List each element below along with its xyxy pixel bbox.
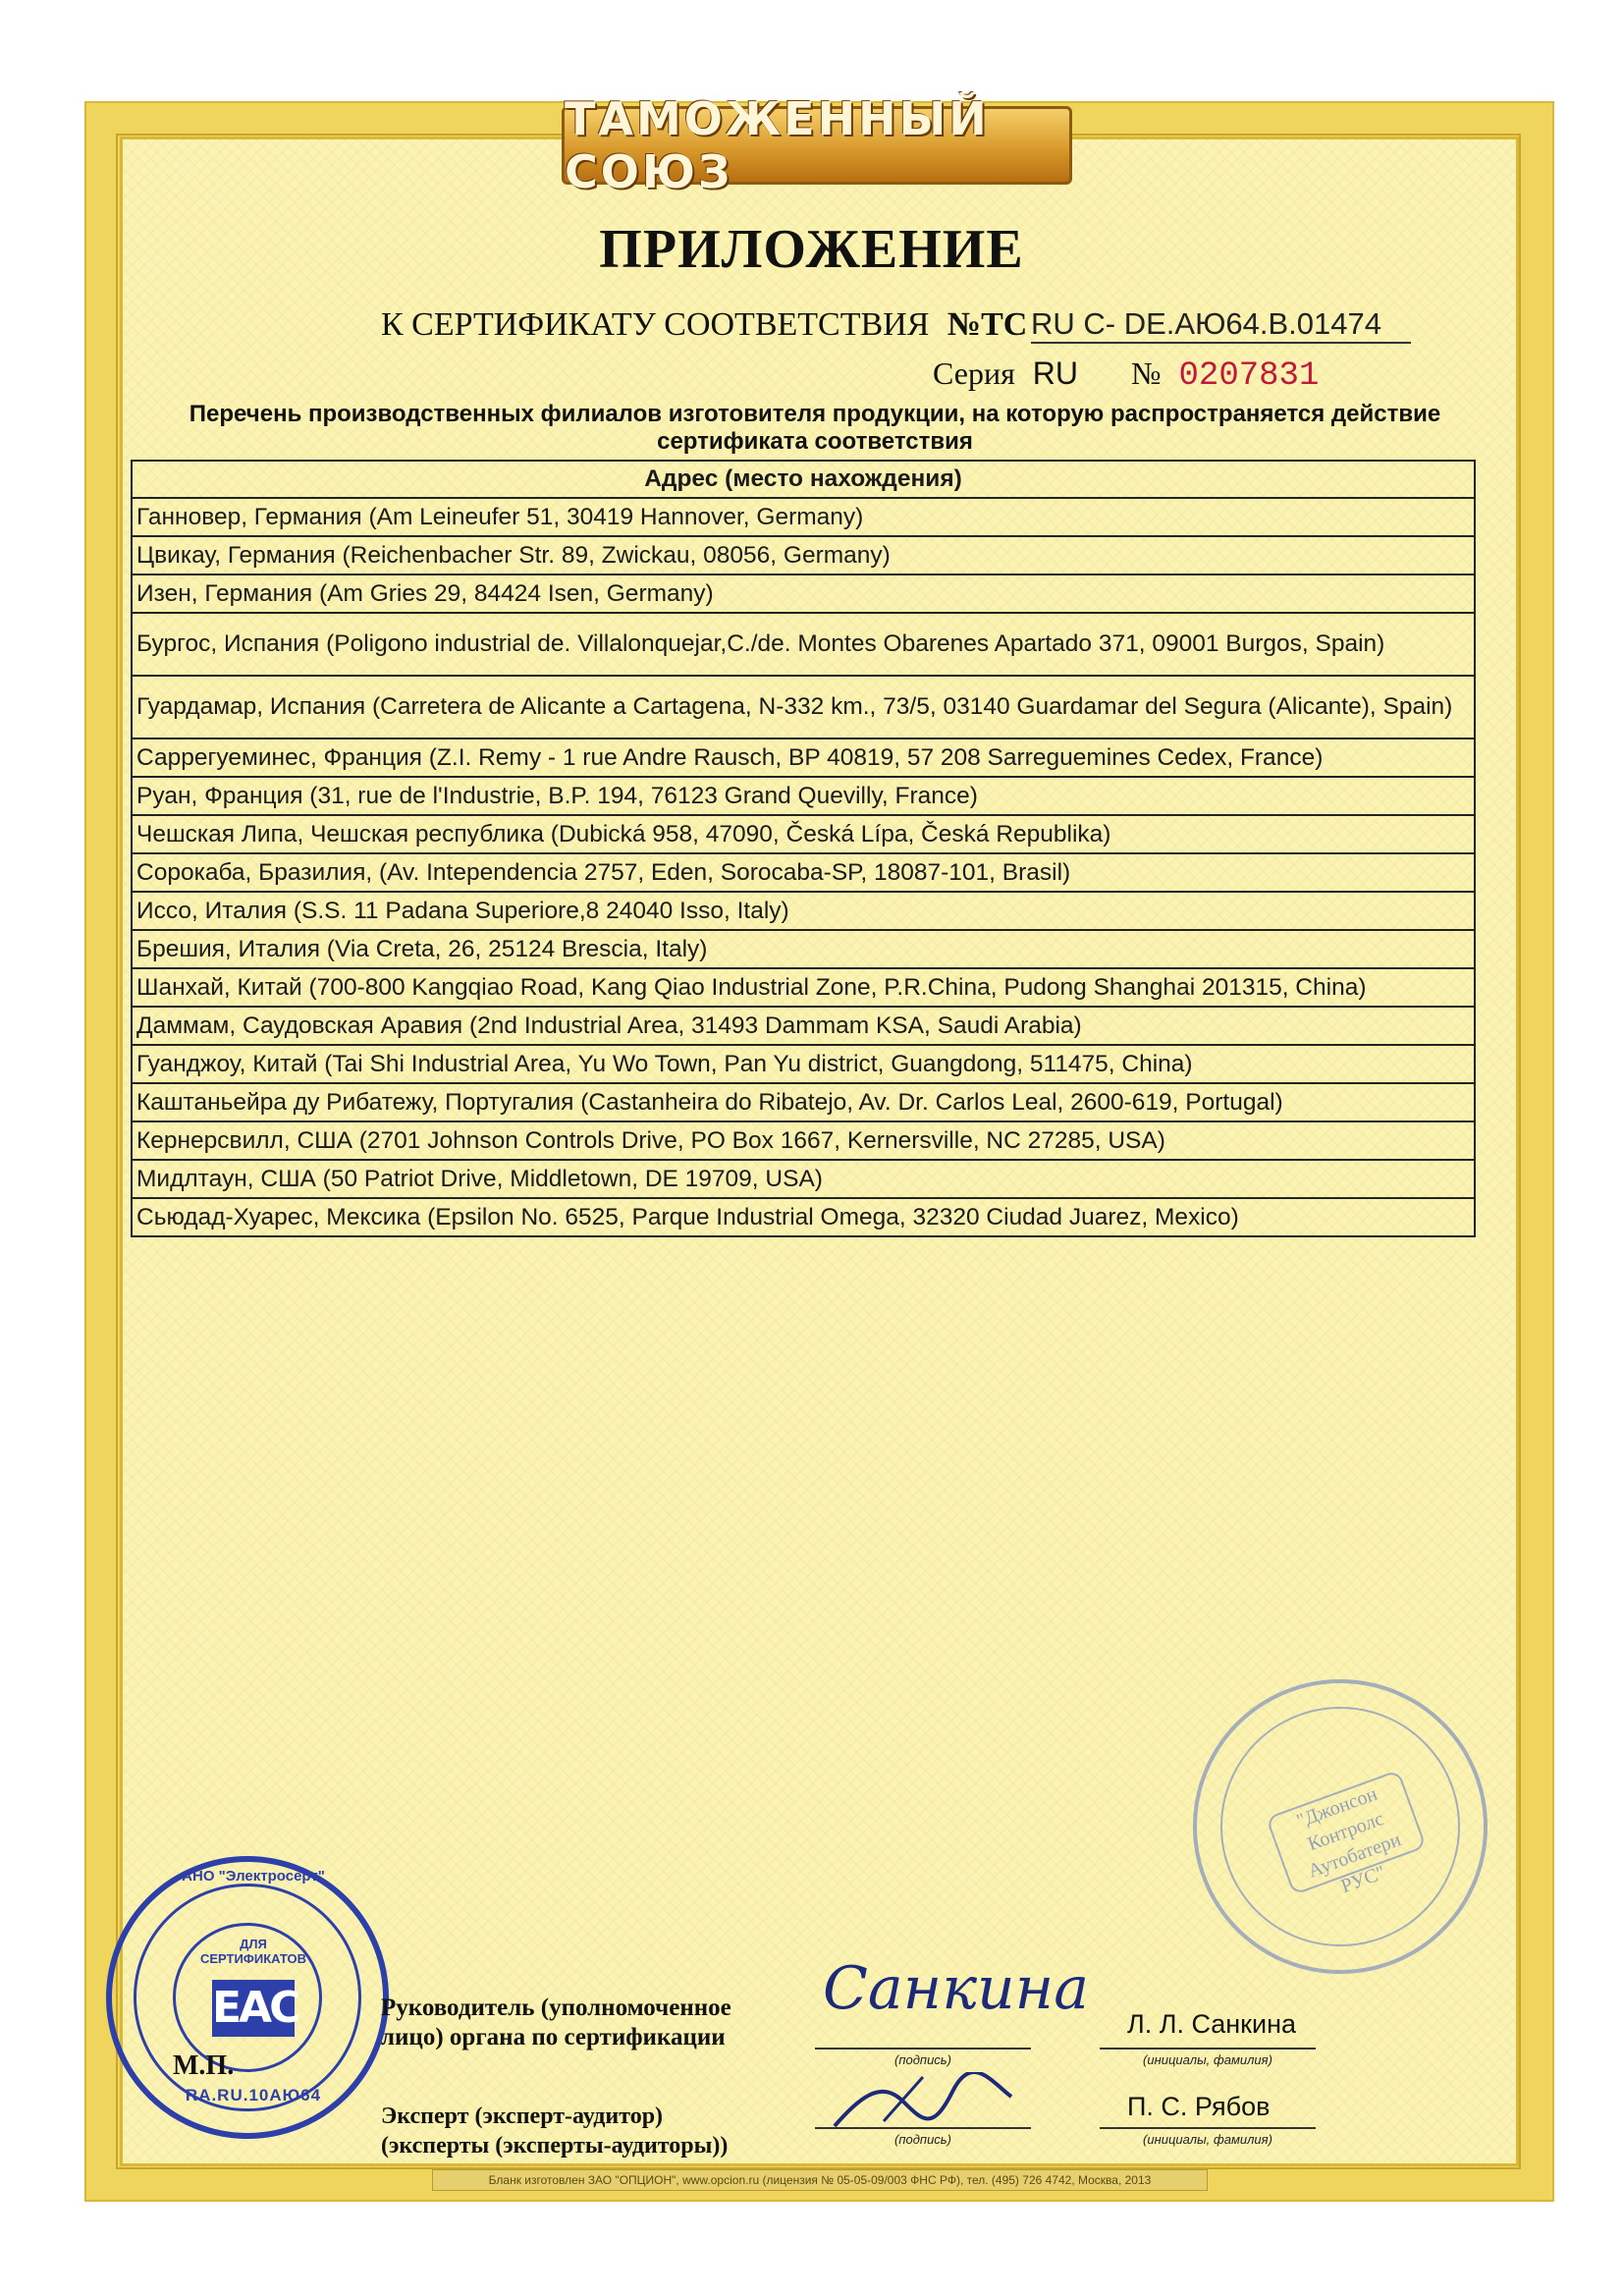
table-row <box>132 1083 1475 1121</box>
table-row <box>132 968 1475 1007</box>
table-row <box>132 1007 1475 1045</box>
table-header-address: Адрес (место нахождения) <box>132 461 1475 498</box>
table-row <box>132 498 1475 536</box>
address-cell: Гуанджоу, Китай (Tai Shi Industrial Area, Yu Wo Town, Pan Yu district, Guangdong, 511475, China) <box>132 1045 1475 1083</box>
head-signature-caption: (подпись) <box>894 2052 951 2067</box>
company-stamp-text: "Джонсон Контролс Аутобатери РУС" <box>1266 1770 1427 1895</box>
address-table <box>131 460 1476 1237</box>
address-cell: Мидлтаун, США (50 Patriot Drive, Middletown, DE 19709, USA) <box>132 1160 1475 1198</box>
stamp-top-text: ДЛЯ СЕРТИФИКАТОВ <box>199 1937 307 1966</box>
certificate-subtitle <box>381 306 1027 344</box>
blank-number: 0207831 <box>1178 357 1320 395</box>
table-row <box>132 574 1475 613</box>
stamp-registration-number: RA.RU.10АЮ64 <box>185 2086 322 2105</box>
blank-printer-footer: Бланк изготовлен ЗАО "ОПЦИОН", www.opcion.ru (лицензия № 05-05-09/003 ФНС РФ), тел. (495) 726 4742, Москва, 2013 <box>432 2169 1208 2191</box>
table-row <box>132 892 1475 930</box>
address-cell: Каштаньейра ду Рибатежу, Португалия (Castanheira do Ribatejo, Av. Dr. Carlos Leal, 2600-619, Portugal) <box>132 1083 1475 1121</box>
address-cell: Саррегуеминес, Франция (Z.I. Remy - 1 rue Andre Rausch, BP 40819, 57 208 Sarreguemines Cedex, France) <box>132 738 1475 777</box>
table-row <box>132 676 1475 738</box>
head-signature-line <box>815 2048 1031 2050</box>
address-cell: Бургос, Испания (Poligono industrial de. Villalonquejar,C./de. Montes Obarenes Apartado 371, 09001 Burgos, Spain) <box>132 613 1475 676</box>
head-label <box>381 1994 731 2052</box>
table-row <box>132 930 1475 968</box>
table-row <box>132 853 1475 892</box>
head-name-line <box>1100 2048 1316 2050</box>
address-cell: Изен, Германия (Am Gries 29, 84424 Isen, Germany) <box>132 574 1475 613</box>
address-cell: Гуардамар, Испания (Carretera de Alicante a Cartagena, N-332 km., 73/5, 03140 Guardamar del Segura (Alicante), Spain) <box>132 676 1475 738</box>
head-label-line1: Руководитель (уполномоченное <box>381 1995 731 2021</box>
address-cell: Иссо, Италия (S.S. 11 Padana Superiore,8 24040 Isso, Italy) <box>132 892 1475 930</box>
customs-union-banner: ТАМОЖЕННЫЙ СОЮЗ <box>562 106 1072 185</box>
seal-place-label: М.П. <box>173 2050 235 2081</box>
expert-name: П. С. Рябов <box>1127 2092 1271 2121</box>
company-stamp <box>1193 1679 1488 1974</box>
series-value: RU <box>1032 355 1078 391</box>
table-row <box>132 777 1475 815</box>
head-signature: Санкина <box>823 1954 1089 2023</box>
address-cell: Сорокаба, Бразилия, (Av. Intependencia 2757, Eden, Sorocaba-SP, 18087-101, Brasil) <box>132 853 1475 892</box>
head-name-caption: (инициалы, фамилия) <box>1143 2052 1272 2067</box>
expert-signature-icon <box>825 2072 1021 2141</box>
table-header-row <box>132 461 1475 498</box>
head-label-line2: лицо) органа по сертификации <box>381 2024 726 2050</box>
address-cell: Даммам, Саудовская Аравия (2nd Industrial Area, 31493 Dammam KSA, Saudi Arabia) <box>132 1007 1475 1045</box>
address-cell: Ганновер, Германия (Am Leineufer 51, 30419 Hannover, Germany) <box>132 498 1475 536</box>
subtitle-text: К СЕРТИФИКАТУ СООТВЕТСТВИЯ <box>381 306 930 343</box>
expert-name-caption: (инициалы, фамилия) <box>1143 2132 1272 2147</box>
series-label: Серия <box>933 355 1015 391</box>
expert-name-line <box>1100 2127 1316 2129</box>
address-cell: Кернерсвилл, США (2701 Johnson Controls Drive, PO Box 1667, Kernersville, NC 27285, USA) <box>132 1121 1475 1160</box>
address-cell: Чешская Липа, Чешская республика (Dubická 958, 47090, Česká Lípa, Česká Republika) <box>132 815 1475 853</box>
table-row <box>132 1045 1475 1083</box>
table-row <box>132 815 1475 853</box>
table-row <box>132 1121 1475 1160</box>
certificate-number: RU C- DE.АЮ64.В.01474 <box>1031 306 1411 344</box>
certification-body-stamp <box>106 1856 389 2139</box>
table-row <box>132 1198 1475 1236</box>
address-cell: Шанхай, Китай (700-800 Kangqiao Road, Kang Qiao Industrial Zone, P.R.China, Pudong Shanghai 201315, China) <box>132 968 1475 1007</box>
address-cell: Руан, Франция (31, rue de l'Industrie, B.P. 194, 76123 Grand Quevilly, France) <box>132 777 1475 815</box>
address-cell: Брешия, Италия (Via Creta, 26, 25124 Brescia, Italy) <box>132 930 1475 968</box>
expert-signature-caption: (подпись) <box>894 2132 951 2147</box>
expert-label-line1: Эксперт (эксперт-аудитор) <box>381 2104 664 2129</box>
page-title: ПРИЛОЖЕНИЕ <box>599 219 1024 280</box>
expert-label <box>381 2102 728 2160</box>
table-row <box>132 536 1475 574</box>
blank-no-label: № <box>1131 355 1162 391</box>
eac-logo-icon: ЕАС <box>212 1980 295 2037</box>
table-row <box>132 1160 1475 1198</box>
head-name: Л. Л. Санкина <box>1127 2009 1296 2039</box>
stamp-rim-text: АНО "Электросерт" <box>182 1868 325 1885</box>
table-row <box>132 738 1475 777</box>
expert-signature-line <box>815 2127 1031 2129</box>
expert-label-line2: (эксперты (эксперты-аудиторы)) <box>381 2133 729 2159</box>
series-line <box>933 355 1319 395</box>
address-cell: Цвикау, Германия (Reichenbacher Str. 89, Zwickau, 08056, Germany) <box>132 536 1475 574</box>
number-label: №ТС <box>947 306 1028 343</box>
list-heading: Перечень производственных филиалов изготовителя продукции, на которую распространяется действие сертификата соответствия <box>189 401 1441 455</box>
address-cell: Сьюдад-Хуарес, Мексика (Epsilon No. 6525, Parque Industrial Omega, 32320 Ciudad Juarez, Mexico) <box>132 1198 1475 1236</box>
table-row <box>132 613 1475 676</box>
